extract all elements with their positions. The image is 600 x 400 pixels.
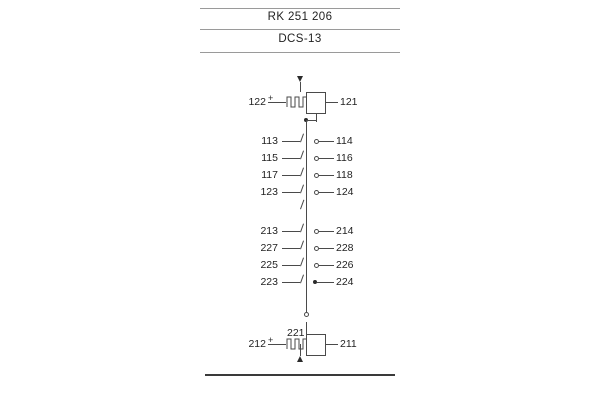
polarity-plus-top: + — [268, 93, 274, 103]
contact-227-blade — [300, 241, 304, 250]
terminal-label-116: 116 — [336, 152, 353, 164]
coil-1-right-lead — [326, 102, 338, 103]
contact-228-lead — [319, 248, 334, 249]
contact-117-lead — [282, 175, 300, 176]
contact-118-lead — [319, 175, 334, 176]
terminal-label-212: 212 — [248, 338, 266, 350]
contact-226-lead — [319, 265, 334, 266]
terminal-label-224: 224 — [336, 276, 354, 288]
shaft-segment-2 — [306, 144, 307, 216]
header-rule-middle — [200, 29, 400, 30]
contact-117-blade — [300, 168, 304, 177]
contact-213-lead — [282, 231, 300, 232]
arrow-up-icon-bottom — [297, 356, 303, 362]
contact-124-lead — [319, 192, 334, 193]
terminal-label-221: 221 — [287, 327, 305, 339]
contact-227-lead — [282, 248, 300, 249]
coil-1-lead-down — [316, 114, 317, 122]
contact-213-blade — [300, 224, 304, 233]
contact-214-lead — [319, 231, 334, 232]
contact-115-blade — [300, 151, 304, 160]
contact-223-lead — [282, 282, 300, 283]
contact-114-lead — [319, 141, 334, 142]
shaft-segment-3 — [306, 216, 307, 228]
coil-2-lead-down — [300, 344, 301, 356]
coil-1-body — [306, 92, 326, 114]
header-rule-bottom — [200, 52, 400, 53]
terminal-label-113: 113 — [261, 135, 278, 147]
coil-2-winding-icon — [286, 336, 308, 352]
terminal-label-227: 227 — [260, 242, 278, 254]
terminal-label-214: 214 — [336, 225, 354, 237]
terminal-label-123: 123 — [260, 186, 278, 198]
contact-223-blade — [300, 275, 304, 284]
terminal-label-115: 115 — [261, 152, 278, 164]
armature-blade-upper — [300, 200, 304, 210]
terminal-label-211: 211 — [340, 338, 357, 350]
contact-224-lead — [317, 282, 334, 283]
shaft-segment-4 — [306, 228, 307, 290]
coil-2-right-lead — [326, 344, 338, 345]
contact-113-blade — [300, 134, 304, 143]
shaft-pivot-ring — [304, 312, 309, 317]
terminal-label-124: 124 — [336, 186, 354, 198]
terminal-label-228: 228 — [336, 242, 354, 254]
contact-113-lead — [282, 141, 300, 142]
shaft-segment-5 — [306, 290, 307, 312]
terminal-label-114: 114 — [336, 135, 353, 147]
contact-115-lead — [282, 158, 300, 159]
coil-1-bus-link — [306, 120, 316, 121]
contact-116-lead — [319, 158, 334, 159]
terminal-label-117: 117 — [261, 169, 278, 181]
contact-123-lead — [282, 192, 300, 193]
terminal-label-223: 223 — [260, 276, 278, 288]
page-subtitle: DCS-13 — [278, 33, 322, 45]
footer-rule — [205, 374, 395, 376]
shaft-segment-1 — [306, 120, 307, 144]
coil-1-winding-icon — [286, 94, 308, 110]
contact-225-blade — [300, 258, 304, 267]
contact-225-lead — [282, 265, 300, 266]
polarity-plus-bottom: + — [268, 335, 274, 345]
terminal-label-226: 226 — [336, 259, 354, 271]
terminal-label-118: 118 — [336, 169, 353, 181]
terminal-label-213: 213 — [260, 225, 278, 237]
terminal-label-122: 122 — [248, 96, 266, 108]
coil-top-lead-up — [300, 82, 301, 92]
page-title: RK 251 206 — [267, 11, 333, 23]
terminal-label-121: 121 — [340, 96, 358, 108]
header-rule-top — [200, 8, 400, 9]
terminal-label-225: 225 — [260, 259, 278, 271]
coil-2-body — [306, 334, 326, 356]
contact-123-blade — [300, 185, 304, 194]
